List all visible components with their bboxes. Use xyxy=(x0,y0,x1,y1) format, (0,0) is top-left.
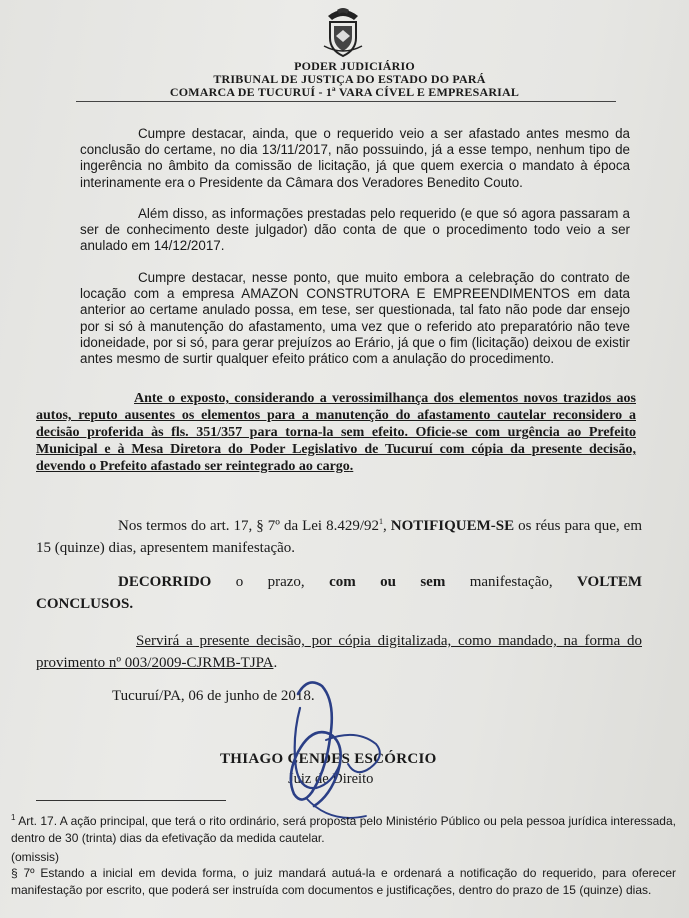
paragraph-1 xyxy=(80,126,630,191)
decision-text: Ante o exposto, considerando a verossimilhança dos elementos novos trazidos aos autos, reputo ausentes os elementos para a manutenção do afastamento cautelar reconsidero a decisão proferida às fls. 351/357 para torna-la sem efeito. Oficie-se com urgência ao Prefeito Municipal e à Mesa Diretora do Poder Legislativo de Tucuruí com cópia da presente decisão, devendo o Prefeito afastado ser reintegrado ao cargo xyxy=(36,391,636,474)
notify-post: os réus para que, em 15 (quinze) dias, apresentem manifestação. xyxy=(36,518,643,556)
header-line-3: COMARCA DE TUCURUÍ - 1ª VARA CÍVEL E EMPRESARIAL xyxy=(169,85,520,99)
notify-pre: Nos termos do art. 17, § 7º da Lei 8.429/92 xyxy=(118,518,380,534)
notify-paragraph xyxy=(36,515,642,559)
paragraph-3 xyxy=(80,270,630,367)
header-divider xyxy=(76,101,616,102)
header-line-2: TRIBUNAL DE JUSTIÇA DO ESTADO DO PARÁ xyxy=(213,72,486,86)
decorrido-bold-1: DECORRIDO xyxy=(118,574,212,590)
footnote-2: § 7º Estando a inicial em devida forma, o juiz mandará autuá-la e ordenará a notificação do requerido, para oferecer manifestação por escrito, que poderá ser instruída com documentos e justificações, dentro do prazo de 15 (quinze) dias. xyxy=(11,866,676,897)
judge-title: Juiz de Direito xyxy=(288,771,374,787)
footnote-ref-1: 1 xyxy=(379,517,384,526)
decision-end: . xyxy=(349,459,354,474)
paragraph-2 xyxy=(80,206,630,255)
date-line: Tucuruí/PA, 06 de junho de 2018. xyxy=(112,688,315,704)
brasao-estado-para-icon xyxy=(320,6,366,58)
judge-name: THIAGO CENDES ESCÓRCIO xyxy=(220,751,437,767)
handwritten-signature-icon xyxy=(180,668,420,828)
paragraph-1-text: Cumpre destacar, ainda, que o requerido veio a ser afastado antes mesmo da conclusão do certame, no dia 13/11/2017, não possuindo, já a esse tempo, nenhum tipo de ingerência no âmbito da comissão de licitação, já que quem exercia o mandato à época interinamente era o Presidente da Câmara dos Veradores Benedito Couto. xyxy=(80,126,630,190)
decorrido-mid-1: o prazo, xyxy=(211,574,330,590)
paragraph-3-text: Cumpre destacar, nesse ponto, que muito embora a celebração do contrato de locação com a empresa AMAZON CONSTRUTORA E EMPREENDIMENTOS em data anterior ao certame anulado possa, em tese, ser questionada, tal fato não pode dar ensejo por si só à manutenção do afastamento, uma vez que o referido ato preparatório não teve idoneidade, por si só, para gerar prejuízos ao Erário, já que o fim (licitação) deixou de existir antes mesmo de surtir qualquer efeito prático com a anulação do procedimento. xyxy=(80,270,630,367)
notify-bold: NOTIFIQUEM-SE xyxy=(390,518,515,534)
servira-end: . xyxy=(273,655,278,671)
decision-paragraph xyxy=(36,390,636,475)
decorrido-bold-2: com ou sem xyxy=(329,574,446,590)
notify-mid: , xyxy=(383,518,391,534)
footnote-1 xyxy=(11,813,676,847)
decorrido-bold-3: VOLTEM CONCLUSOS. xyxy=(36,574,642,612)
decorrido-mid-2: manifestação, xyxy=(445,574,577,590)
footnote-1-text: Art. 17. A ação principal, que terá o rito ordinário, será proposta pelo Ministério Público ou pela pessoa jurídica interessada, dentro de 30 (trinta) dias da efetivação da medida cautelar. xyxy=(11,814,676,845)
footnote-1-mark: 1 xyxy=(11,813,16,822)
servira-text: Servirá a presente decisão, por cópia digitalizada, como mandado, na forma do provimento nº 003/2009-CJRMB-TJPA xyxy=(36,633,642,671)
footnote-divider xyxy=(36,800,226,801)
paragraph-2-text: Além disso, as informações prestadas pelo requerido (e que só agora passaram a ser de conhecimento deste julgador) dão conta de que o procedimento todo veio a ser anulado em 14/12/2017. xyxy=(80,206,630,254)
decorrido-paragraph xyxy=(36,571,642,615)
header-line-1: PODER JUDICIÁRIO xyxy=(294,59,415,73)
footnote-omissis: (omissis) xyxy=(11,850,59,864)
